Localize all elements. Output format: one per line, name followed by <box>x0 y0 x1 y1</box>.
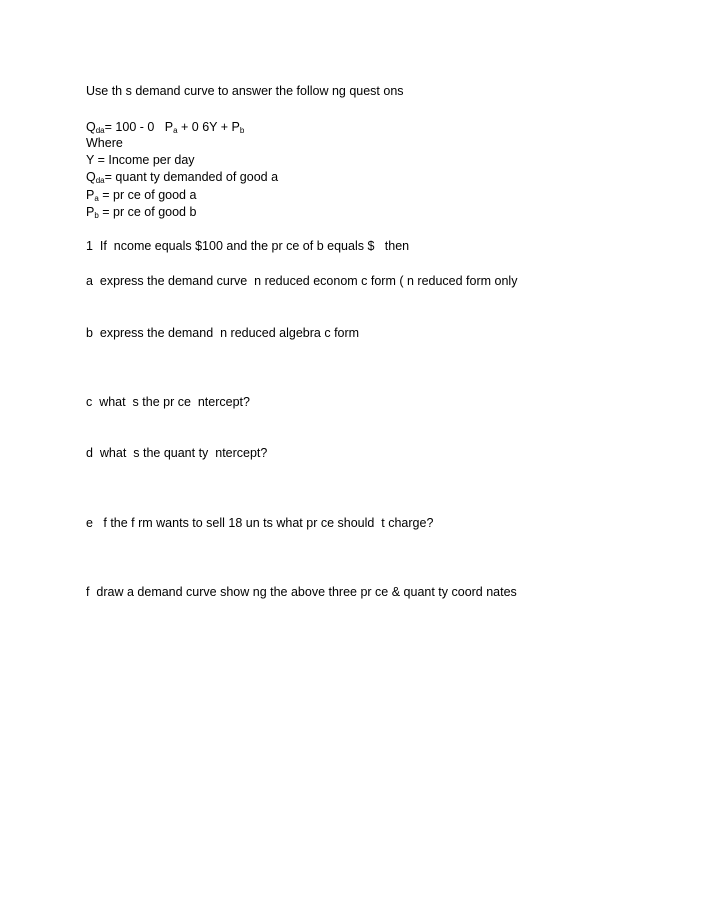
question-part-d: d what s the quant ty ntercept? <box>86 446 268 460</box>
equation-q: Q <box>86 120 96 134</box>
definition-q-symbol: Q <box>86 170 96 184</box>
question-part-e: e f the f rm wants to sell 18 un ts what pr ce should t charge? <box>86 516 434 530</box>
definition-pb <box>86 204 196 220</box>
question-part-b: b express the demand n reduced algebra c form <box>86 326 360 340</box>
definition-q-subscript: da <box>95 176 105 185</box>
equation-q-subscript: da <box>95 126 105 135</box>
where-label: Where <box>86 136 123 150</box>
definition-pa <box>86 187 196 203</box>
definition-pb-text: = pr ce of good b <box>98 205 197 219</box>
question-part-a: a express the demand curve n reduced econom c form ( n reduced form only <box>86 274 518 288</box>
definition-pb-subscript: b <box>94 211 99 220</box>
question-1: 1 If ncome equals $100 and the pr ce of b equals $ then <box>86 239 410 253</box>
definition-pa-subscript: a <box>94 194 99 203</box>
definition-pa-symbol: P <box>86 188 95 202</box>
equation-part2: + 0 6Y + P <box>177 120 240 134</box>
equation-pa-subscript: a <box>173 126 178 135</box>
question-part-f: f draw a demand curve show ng the above three pr ce & quant ty coord nates <box>86 585 517 599</box>
equation-pb-subscript: b <box>239 126 245 135</box>
definition-y: Y = Income per day <box>86 153 195 167</box>
question-part-c: c what s the pr ce ntercept? <box>86 395 250 409</box>
definition-pa-text: = pr ce of good a <box>98 188 197 202</box>
definition-pb-symbol: P <box>86 205 95 219</box>
definition-q-text: = quant ty demanded of good a <box>104 170 279 184</box>
intro-text: Use th s demand curve to answer the follow ng quest ons <box>86 84 404 98</box>
equation-part1: = 100 - 0 P <box>104 120 174 134</box>
definition-q <box>86 169 278 185</box>
demand-equation <box>86 119 244 135</box>
